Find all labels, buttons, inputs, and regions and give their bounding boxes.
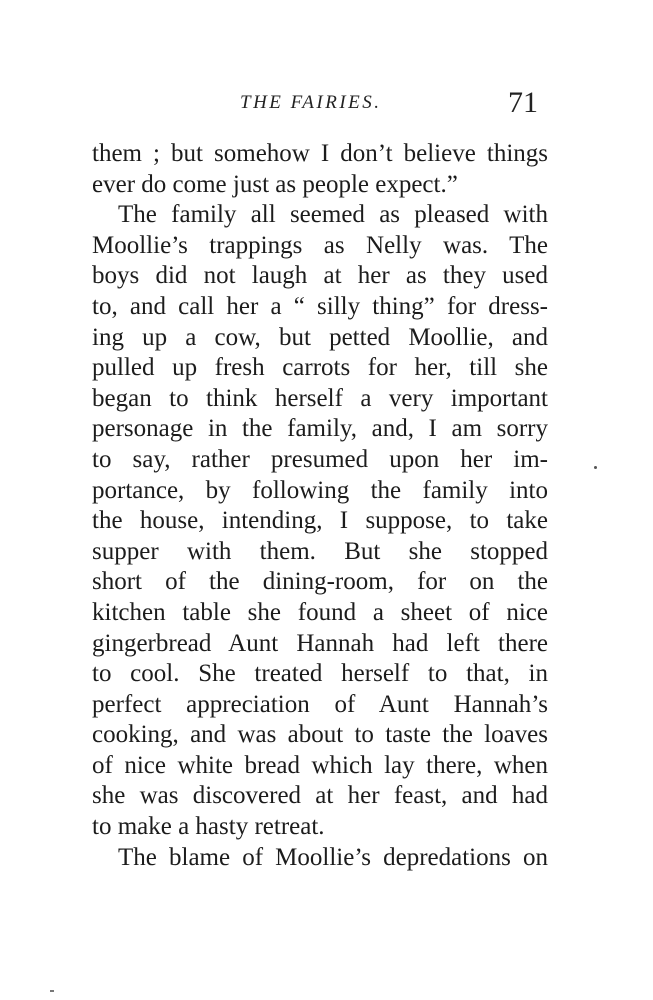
ink-speck	[594, 466, 597, 469]
text-line: boys did not laugh at her as they used	[92, 262, 548, 290]
text-line: The blame of Moollie’s depredations on	[118, 843, 548, 871]
text-line: kitchen table she found a sheet of nice	[92, 598, 548, 626]
text-line: pulled up fresh carrots for her, till she	[92, 354, 548, 382]
text-line: The family all seemed as pleased with	[118, 201, 548, 229]
text-line: to cool. She treated herself to that, in	[92, 660, 548, 688]
text-line: personage in the family, and, I am sorry	[92, 415, 548, 443]
page-number: 71	[508, 86, 538, 119]
text-line: perfect appreciation of Aunt Hannah’s	[92, 690, 548, 718]
text-line: of nice white bread which lay there, when	[92, 751, 548, 779]
text-line: to, and call her a “ silly thing” for dress-	[92, 292, 548, 320]
text-line: gingerbread Aunt Hannah had left there	[92, 629, 548, 657]
text-line: Moollie’s trappings as Nelly was. The	[92, 231, 548, 259]
running-header	[0, 86, 653, 126]
text-line: she was discovered at her feast, and had	[92, 782, 548, 810]
text-line: to make a hasty retreat.	[92, 813, 325, 841]
text-line: to say, rather presumed upon her im-	[92, 445, 548, 473]
running-title: THE FAIRIES.	[240, 92, 382, 113]
text-line: ever do come just as people expect.”	[92, 170, 458, 198]
text-line: short of the dining-room, for on the	[92, 568, 548, 596]
body-text	[92, 139, 548, 873]
text-line: began to think herself a very important	[92, 384, 548, 412]
text-line: portance, by following the family into	[92, 476, 548, 504]
text-line: supper with them. But she stopped	[92, 537, 548, 565]
text-line: cooking, and was about to taste the loaves	[92, 721, 548, 749]
ink-speck	[50, 990, 54, 992]
text-line: the house, intending, I suppose, to take	[92, 507, 548, 535]
text-line: ing up a cow, but petted Moollie, and	[92, 323, 548, 351]
text-line: them ; but somehow I don’t believe things	[92, 140, 548, 167]
